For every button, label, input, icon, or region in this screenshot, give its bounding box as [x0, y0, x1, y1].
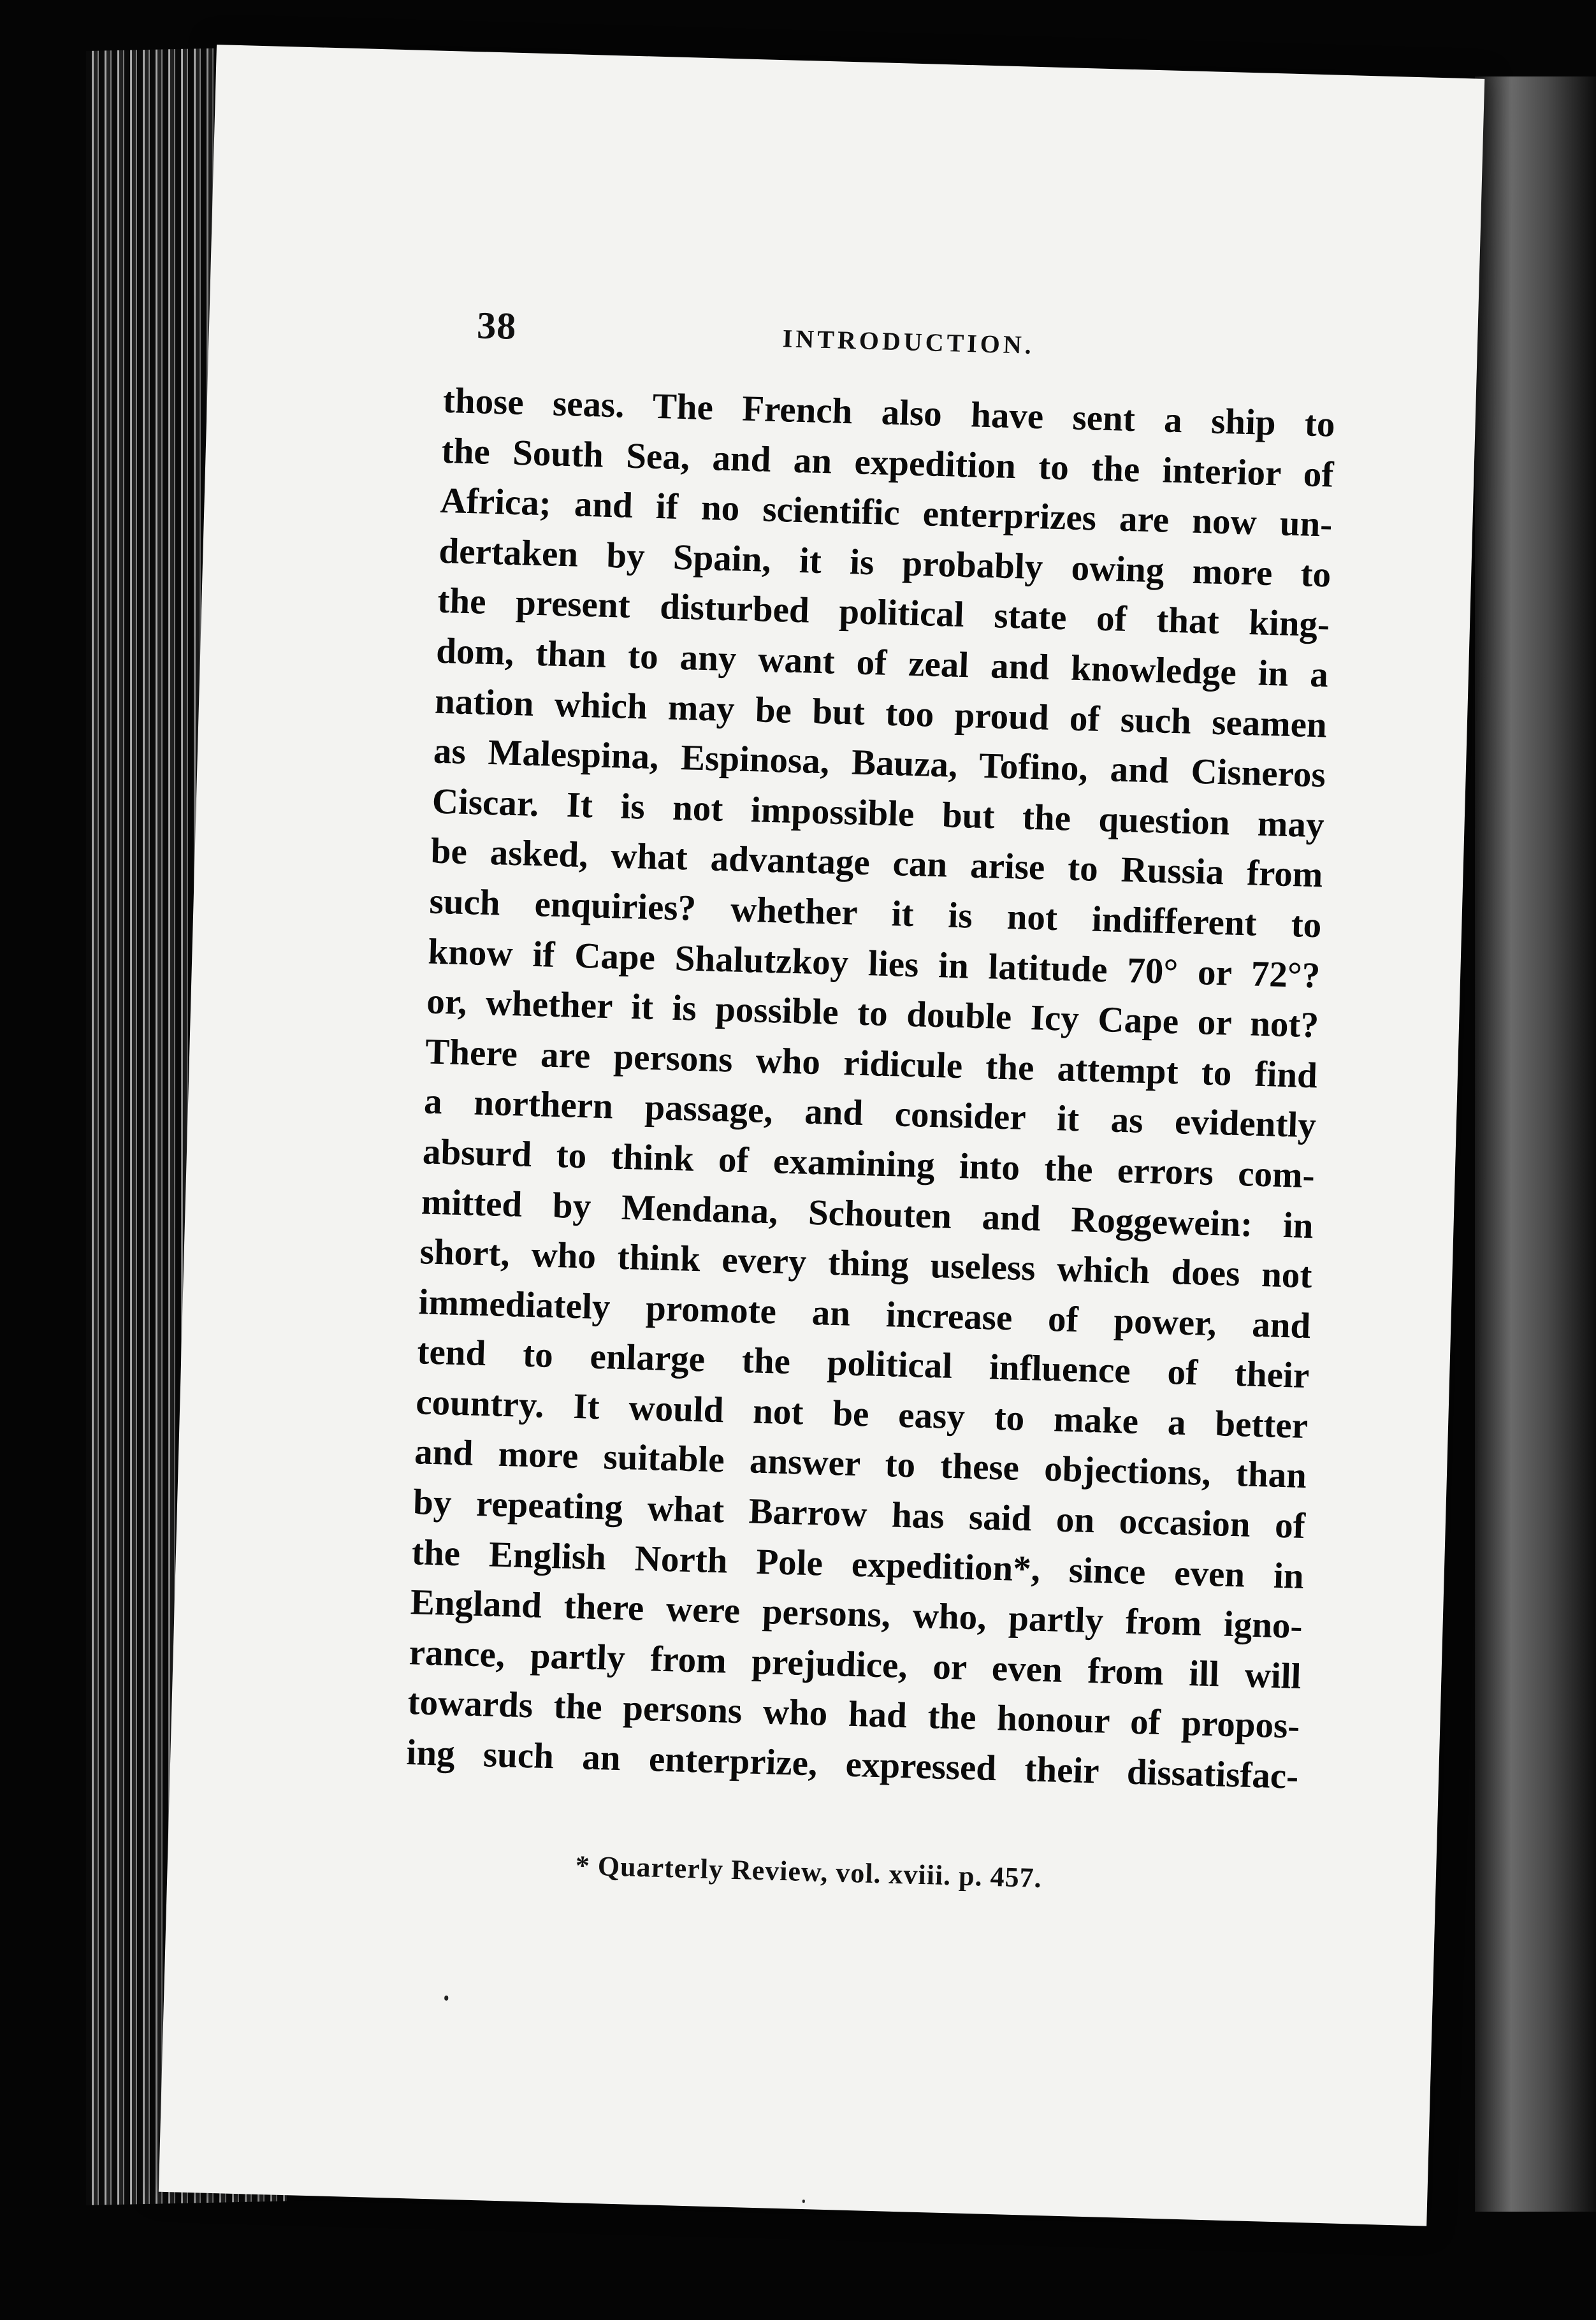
- text-line: a northern passage, and consider it as evidently: [423, 1081, 1317, 1146]
- text-line: or, whether it is possible to double Icy Cape or not?: [426, 981, 1319, 1046]
- ink-speck: [444, 1996, 448, 2001]
- running-head: [476, 303, 1306, 377]
- book-page: [159, 45, 1484, 2226]
- page-number: 38: [476, 304, 518, 347]
- text-line: nation which may be but too proud of such seamen: [434, 681, 1328, 746]
- text-line: England there were persons, who, partly from igno-: [410, 1582, 1303, 1647]
- text-line: immediately promote an increase of power, and: [417, 1281, 1312, 1346]
- text-line: the South Sea, and an expedition to the interior of: [441, 430, 1335, 495]
- binding-gutter: [1475, 76, 1596, 2212]
- text-line: country. It would not be easy to make a better: [415, 1382, 1309, 1446]
- text-line: and more suitable answer to these objections, than: [414, 1432, 1307, 1497]
- text-line: Africa; and if no scientific enterprizes are now un-: [439, 480, 1333, 545]
- text-line: be asked, what advantage can arise to Russia from: [430, 830, 1324, 895]
- text-line: dertaken by Spain, it is probably owing more to: [438, 530, 1331, 595]
- text-line: rance, partly from prejudice, or even from ill will: [409, 1632, 1302, 1697]
- text-line: tend to enlarge the political influence of their: [416, 1331, 1310, 1396]
- body-text: [406, 376, 1336, 1802]
- text-line: mitted by Mendana, Schouten and Roggewein: in: [421, 1181, 1314, 1246]
- text-line: as Malespina, Espinosa, Bauza, Tofino, and Cisneros: [433, 730, 1326, 795]
- footnote: * Quarterly Review, vol. xviii. p. 457.: [575, 1850, 1043, 1894]
- text-line: such enquiries? whether it is not indifferent to: [428, 881, 1323, 946]
- text-line: dom, than to any want of zeal and knowledge in a: [435, 630, 1329, 695]
- text-line: by repeating what Barrow has said on occasion of: [412, 1482, 1306, 1547]
- text-line: the English North Pole expedition*, since even in: [411, 1532, 1305, 1597]
- text-line: absurd to think of examining into the errors com-: [422, 1131, 1316, 1196]
- text-line: the present disturbed political state of that king-: [437, 581, 1330, 645]
- text-line: There are persons who ridicule the attempt to find: [424, 1031, 1318, 1096]
- text-line: Ciscar. It is not impossible but the question may: [432, 781, 1325, 846]
- text-line: know if Cape Shalutzkoy lies in latitude 70° or 72°?: [427, 931, 1321, 996]
- text-line: short, who think every thing useless which does not: [419, 1231, 1313, 1296]
- text-line: those seas. The French also have sent a ship to: [442, 380, 1336, 445]
- text-line: towards the persons who had the honour of propos-: [407, 1682, 1301, 1747]
- ink-speck: [802, 2200, 805, 2203]
- section-title: INTRODUCTION.: [782, 324, 1035, 359]
- text-line: ing such an enterprize, expressed their dissatisfac-: [405, 1732, 1299, 1797]
